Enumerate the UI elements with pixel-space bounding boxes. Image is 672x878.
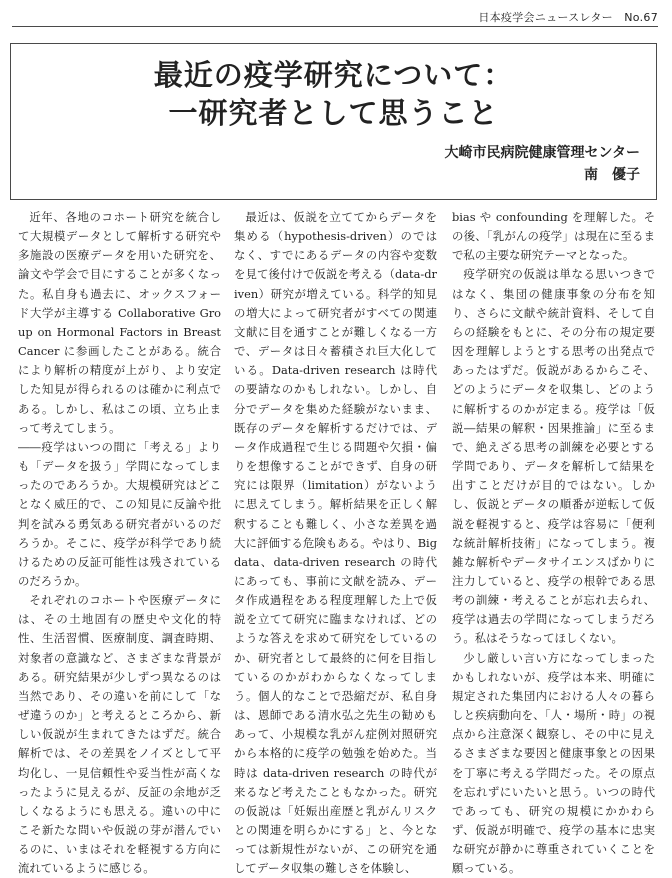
body-column-1 [18, 208, 221, 876]
article-body [18, 208, 658, 876]
title-line-2: 一研究者として思うこと [168, 96, 499, 130]
paragraph: それぞれのコホートや医療データには、その土地固有の歴史や文化的特性、生活習慣、医療制度、調査時期、対象者の意識など、さまざまな背景がある。研究結果が少しずつ異なるのは当然であり、その違いを前にして「なぜ違うのか」と考えるところから、新しい仮説が生まれてきたはずだ。統合解析では、その差異をノイズとして平均化し、一見信頼性や妥当性が高くなったように見えるが、反証の余地が乏しくなるようにも思える。違いの中にこそ新たな問いや仮説の芽が潜んでいるのに、いまはそれを軽視する方向に流れているように感じる。 [18, 593, 221, 876]
newsletter-header: 日本疫学会ニュースレター No.67 [478, 11, 658, 24]
paragraph: 疫学研究の仮説は単なる思いつきではなく、集団の健康事象の分布を知り、さらに文献や統計資料、そして自らの経験をもとに、その分布の規定要因を理解しようとする思考の出発点であったはずだ。仮説があるからこそ、どのようにデータを収集し、どのように解析するのかが定まる。疫学は「仮説―結果の解釈・因果推論」に至るまで、絶えざる思考の訓練を必要とする学問であり、データを解析して結果を出すことだけが目的ではない。しかし、仮説とデータの順番が逆転して仮説を軽視すると、疫学は容易に「便利な統計解析技術」になってしまう。複雑な解析やデータサイエンスばかりに注力していると、疫学の根幹である思考の訓練・考えることが忘れ去られ、疫学は過去の学問になってしまうだろう。私はそうなってほしくない。 [452, 267, 655, 646]
paragraph: bias や confounding を理解した。その後、「乳がんの疫学」は現在に至るまで私の主要な研究テーマとなった。 [452, 210, 655, 263]
title-line-1: 最近の疫学研究について： [153, 58, 514, 92]
author-block [445, 142, 640, 186]
title-box [10, 43, 657, 200]
paragraph: 近年、各地のコホート研究を統合して大規模データとして解析する研究や多施設の医療データを用いた研究を、論文や学会で目にすることが多くなった。私自身も過去に、オックスフォード大学が主導する Collaborative Group on Hormonal Factors in Breast Cancer に参画したことがある。統合により解析の精度が上がり、より安定した知見が得られるのは確かに利点である。しかし、私はこの頃、立ち止まって考えてしまう。 [18, 210, 221, 435]
author-affiliation: 大崎市民病院健康管理センター [444, 145, 640, 161]
header-rule [12, 26, 658, 27]
paragraph: 最近は、仮説を立ててからデータを集める（hypothesis-driven）のではなく、すでにあるデータの内容や変数を見て後付けで仮説を考える（data-driven）研究が増えている。科学的知見の増大によって研究者がすべての関連文献に目を通すことが難しくなる一方で、データは日々蓄積され巨大化している。Data-driven research は時代の要請なのかもしれない。しかし、自分でデータを集めた経験がないまま、既存のデータを解析するだけでは、データ作成過程で生じる問題や欠損・偏りを想像することができず、自身の研究には限界（limitation）がないように思えてしまう。解析結果を正しく解釈することも難しく、小さな差異を過大に評価する危険もある。やはり、Big data、data-driven research の時代にあっても、事前に文献を読み、データ作成過程をある程度理解した上で仮説を立てて研究に臨まなければ、どのような答えを求めて研究をしているのか、研究者として最終的に何を目指しているのかがわからなくなってしまう。個人的なことで恐縮だが、私自身は、恩師である清水弘之先生の勧めもあって、小規模な乳がん症例対照研究から本格的に疫学の勉強を始めた。当時は data-driven research の時代が来るなど考えたこともなかった。研究の仮説は「妊娠出産歴と乳がんリスクとの関連を明らかにする」と、今となっては新規性がないが、この研究を通してデータ収集の難しさを体験し、 [234, 210, 437, 876]
body-column-2 [234, 208, 437, 876]
article-title [11, 56, 656, 132]
body-column-3 [452, 208, 655, 876]
paragraph: 少し厳しい言い方になってしまったかもしれないが、疫学は本来、明確に規定された集団内における人々の暮らしと疾病動向を、「人・場所・時」の視点から注意深く観察し、その中に見えるさまざまな要因と健康事象との因果を丁寧に考える学問だった。その原点を忘れずにいたいと思う。いつの時代であっても、研究の規模にかかわらず、仮説が明確で、疫学の基本に忠実な研究が静かに尊重されていくことを願っている。 [452, 650, 655, 876]
paragraph: ――疫学はいつの間に「考える」よりも「データを扱う」学問になってしまったのであろうか。大規模研究はどことなく威圧的で、この知見に反論や批判を試みる勇気ある研究者がいるのだろうか。そこに、疫学が科学であり続けるための反証可能性は残されているのだろうか。 [18, 439, 221, 588]
author-name: 南 優子 [584, 167, 640, 183]
